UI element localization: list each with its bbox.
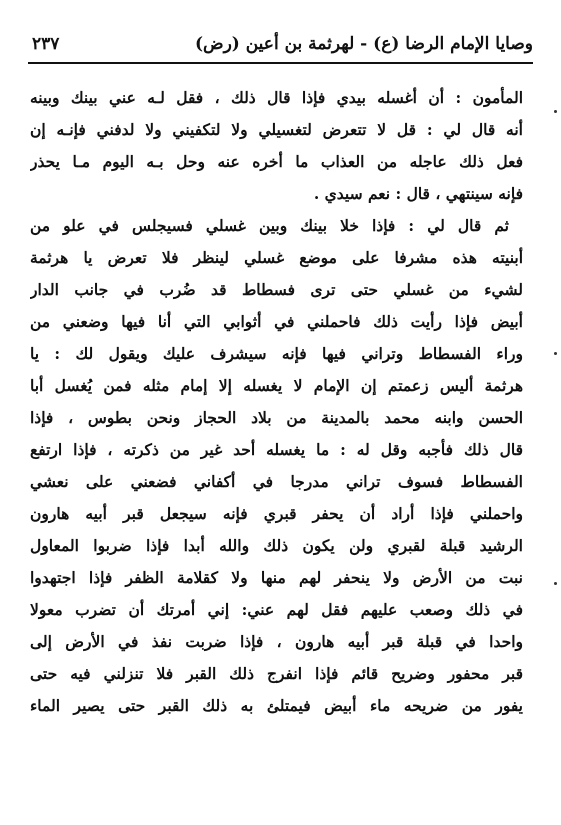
text-line: يفور من ضريحه ماء أبيض فيمتلئ به ذلك القبر حتى يصير الماء [30, 696, 523, 715]
text-line: فإنه سينتهي ، قال : نعم سيدي . [313, 184, 523, 203]
text-line: قال ذلك فأجبه وقل له : ما يغسله أحد غير من ذكرته ، فإذا ارتفع [30, 440, 523, 459]
text-line: الرشيد قبلة لقبري ولن يكون ذلك والله أبدا فإذا ضربوا المعاول [30, 536, 523, 555]
text-line: أبيض فإذا رأيت ذلك فاحملني في أثوابي التي أنا فيها وضعني من [30, 312, 523, 331]
running-title: وصايا الإمام الرضا (ع) - لهرثمة بن أعين (رض) [194, 34, 533, 54]
text-line: الفسطاط فسوف تراني مدرجا في أكفاني فضعني على نعشي [30, 472, 523, 491]
text-line: أنه قال لي : قل لا تتعرض لتغسيلي ولا لتكفيني ولا لدفني فإنـه إن [30, 120, 523, 139]
text-line: ثم قال لي : فإذا خلا بينك وبين غسلي فسيجلس في علو من [30, 216, 509, 235]
scan-mark [554, 352, 557, 355]
text-line: واحدا في قبلة قبر أبيه هارون ، فإذا ضربت نفذ في الأرض إلى [30, 632, 523, 651]
page-number: ٢٣٧ [32, 34, 60, 54]
text-line: وراء الفسطاط وتراني فيها فإنه سيشرف عليك ويقول لك : يا [30, 344, 523, 363]
body-text [30, 82, 523, 722]
scan-mark [554, 582, 557, 585]
page-header [28, 34, 533, 62]
text-line: قبر محفور وضريح قائم فإذا انفرج ذلك القبر فلا تنزلني فيه حتى [30, 664, 523, 683]
text-line: هرثمة أليس زعمتم إن الإمام لا يغسله إلا إمام مثله فمن يُغسل أبا [30, 376, 523, 395]
text-line: الحسن وابنه محمد بالمدينة من بلاد الحجاز ونحن بطوس ، فإذا [30, 408, 523, 427]
text-line: في ذلك وصعب عليهم فقل لهم عني: إني أمرتك أن تضرب معولا [30, 600, 523, 619]
text-line: فعل ذلك عاجله من العذاب ما أخره عنه وحل بـه اليوم مـا يحذر [30, 152, 523, 171]
header-rule [28, 62, 533, 64]
text-line: المأمون : أن أغسله بيدي فإذا قال ذلك ، فقل لـه عني بينك وبينه [30, 88, 523, 107]
text-line: أبنيته هذه مشرفا على موضع غسلي لينظر فلا تعرض يا هرثمة [30, 248, 523, 267]
text-line: نبت من الأرض ولا ينحفر لهم منها ولا كقلامة الظفر فإذا اجتهدوا [30, 568, 523, 587]
scan-mark [554, 110, 557, 113]
text-line: لشيء من غسلي حتى ترى فسطاط قد ضُرب في جانب الدار [30, 280, 523, 299]
text-line: واحملني فإذا أراد أن يحفر قبري فإنه سيجعل قبر أبيه هارون [30, 504, 523, 523]
